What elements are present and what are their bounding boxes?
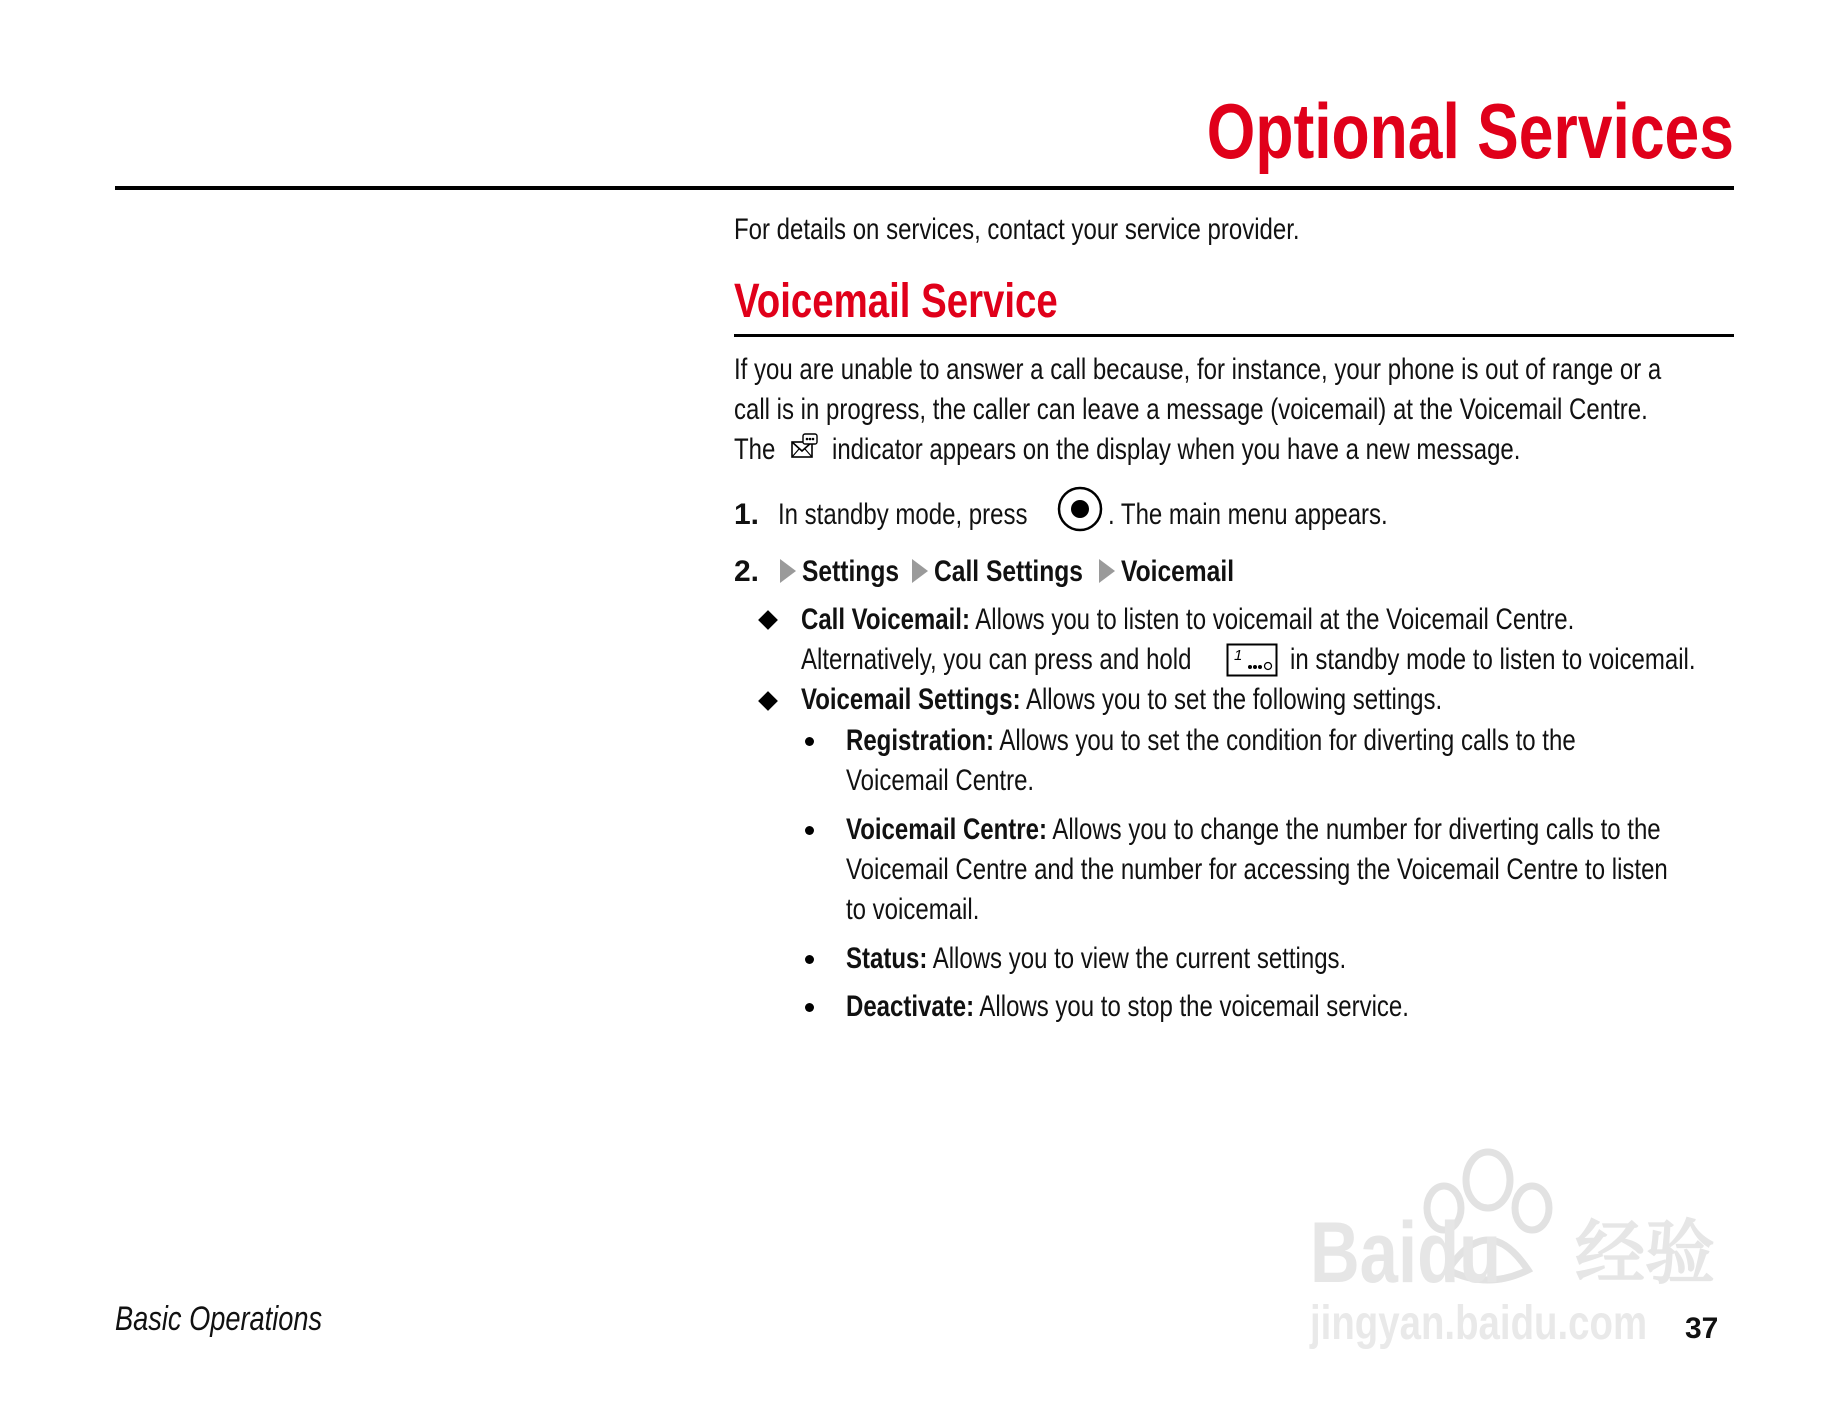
menu-arrow-icon <box>780 559 796 583</box>
title-rule <box>115 186 1734 190</box>
section-heading: Voicemail Service <box>734 275 1058 328</box>
round-bullet-icon <box>805 737 814 746</box>
option-call-voicemail-line-1: Call Voicemail: Allows you to listen to voicemail at the Voicemail Centre. <box>801 603 1575 636</box>
option-voicemail-settings: Voicemail Settings: Allows you to set the following settings. <box>801 683 1443 716</box>
sub-option-label: Registration: <box>846 724 995 757</box>
sub-option-voicemail-centre-line-2: Voicemail Centre and the number for accessing the Voicemail Centre to listen <box>846 853 1668 886</box>
menu-path-call-settings: Call Settings <box>934 555 1083 588</box>
watermark-url: jingyan.baidu.com <box>1310 1297 1648 1350</box>
center-key-icon <box>1056 485 1104 533</box>
round-bullet-icon <box>805 1003 814 1012</box>
key-1-icon <box>1226 643 1278 677</box>
option-call-voicemail-line-2: Alternatively, you can press and hold <box>801 643 1192 676</box>
option-label: Voicemail Settings: <box>801 683 1021 716</box>
sub-option-label: Voicemail Centre: <box>846 813 1047 846</box>
step-2-number: 2. <box>734 555 760 588</box>
footer-section-name: Basic Operations <box>115 1300 323 1338</box>
option-call-voicemail-line-2-rest: in standby mode to listen to voicemail. <box>1290 643 1696 676</box>
sub-option-label: Deactivate: <box>846 990 975 1023</box>
menu-path-settings: Settings <box>802 555 900 588</box>
round-bullet-icon <box>805 826 814 835</box>
sub-option-deactivate: Deactivate: Allows you to stop the voicemail service. <box>846 990 1409 1023</box>
paragraph-line-1: If you are unable to answer a call because, for instance, your phone is out of range or a <box>734 353 1662 386</box>
sub-option-label: Status: <box>846 942 928 975</box>
intro-text: For details on services, contact your service provider. <box>734 213 1300 246</box>
watermark-chinese: 经验 <box>1575 1212 1715 1294</box>
step-1-text: In standby mode, press <box>778 498 1028 531</box>
step-2-menu-path <box>780 552 1259 592</box>
step-1-text-rest: . The main menu appears. <box>1108 498 1388 531</box>
paragraph-line-2: call is in progress, the caller can leave a message (voicemail) at the Voicemail Centre. <box>734 393 1648 426</box>
menu-path-voicemail: Voicemail <box>1121 555 1235 588</box>
sub-option-registration-line-1: Registration: Allows you to set the condition for diverting calls to the <box>846 724 1576 757</box>
diamond-bullet-icon <box>758 610 778 630</box>
diamond-bullet-icon <box>758 691 778 711</box>
sub-option-voicemail-centre-line-3: to voicemail. <box>846 893 980 926</box>
paragraph-line-3: The <box>734 433 776 466</box>
paragraph-line-3-rest: indicator appears on the display when you have a new message. <box>832 433 1521 466</box>
svg-text:1: 1 <box>1234 647 1243 664</box>
menu-arrow-icon <box>1099 559 1115 583</box>
section-rule <box>734 334 1734 337</box>
watermark-brand: Baidu <box>1310 1205 1502 1301</box>
page-number: 37 <box>1685 1312 1719 1345</box>
page-title: Optional Services <box>1206 87 1734 175</box>
sub-option-registration-line-2: Voicemail Centre. <box>846 764 1035 797</box>
sub-option-voicemail-centre-line-1: Voicemail Centre: Allows you to change the number for diverting calls to the <box>846 813 1661 846</box>
option-label: Call Voicemail: <box>801 603 970 636</box>
round-bullet-icon <box>805 955 814 964</box>
menu-arrow-icon <box>912 559 928 583</box>
step-1-number: 1. <box>734 498 760 531</box>
sub-option-status: Status: Allows you to view the current settings. <box>846 942 1347 975</box>
voicemail-indicator-icon <box>790 432 820 462</box>
